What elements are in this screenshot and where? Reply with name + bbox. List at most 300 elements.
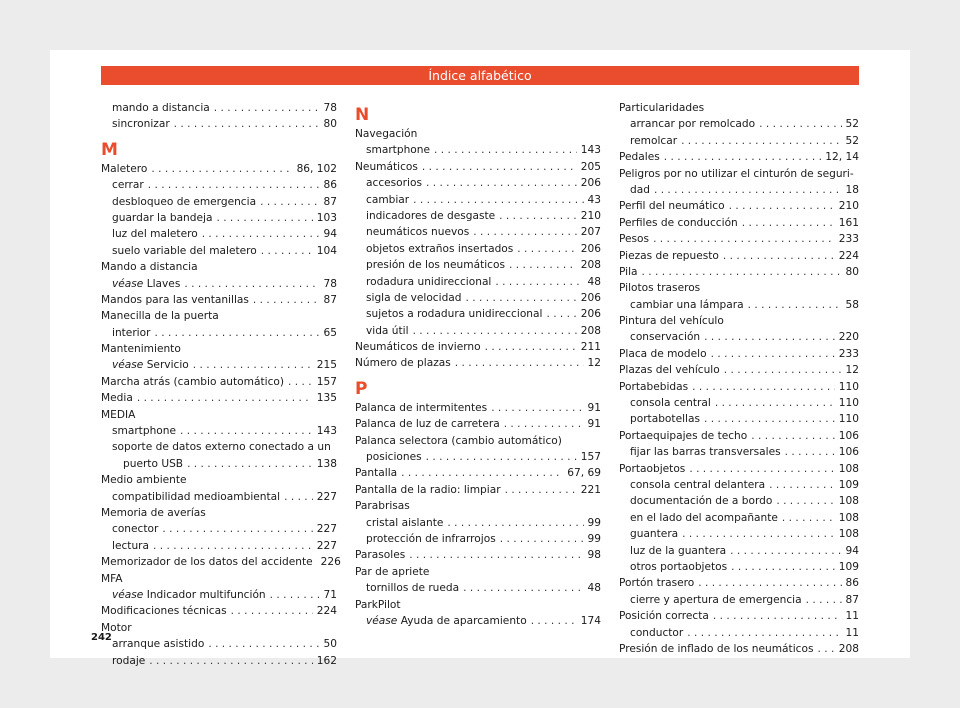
- entry-pages: 108: [838, 528, 859, 541]
- entry-pages: 104: [316, 244, 337, 257]
- entry-term: otros portaobjetos: [630, 560, 728, 573]
- index-heading: Par de apriete: [355, 565, 430, 578]
- index-heading: Peligros por no utilizar el cinturón de seguri-: [619, 167, 854, 180]
- entry-term: Palanca de intermitentes: [355, 401, 488, 414]
- dot-leader: [715, 395, 835, 411]
- entry-term: cerrar: [112, 179, 144, 192]
- entry-pages: 67, 69: [567, 467, 601, 480]
- section-letter-n: N: [355, 105, 370, 125]
- dot-leader: [782, 510, 835, 526]
- entry-term: Pantalla de la radio: limpiar: [355, 483, 501, 496]
- index-entry: [619, 411, 859, 427]
- entry-pages: 109: [838, 478, 859, 491]
- dot-leader: [713, 608, 842, 624]
- index-entry: [355, 515, 601, 531]
- entry-pages: 215: [316, 359, 337, 372]
- index-entry: [355, 531, 601, 547]
- index-entry: [619, 297, 859, 313]
- index-entry: [355, 241, 601, 257]
- dot-leader: [751, 428, 835, 444]
- entry-pages: 12: [845, 364, 859, 377]
- entry-term: [112, 587, 266, 603]
- dot-leader: [137, 390, 313, 406]
- entry-pages: 108: [838, 462, 859, 475]
- entry-pages: 87: [845, 593, 859, 606]
- index-heading: Mando a distancia: [101, 261, 198, 274]
- entry-term: Parasoles: [355, 549, 406, 562]
- index-column-3: [619, 100, 859, 657]
- entry-term: Marcha atrás (cambio automático): [101, 375, 285, 388]
- see-also-label: véase: [366, 614, 398, 627]
- dot-leader: [149, 653, 312, 669]
- dot-leader: [413, 192, 583, 208]
- index-entry: [101, 538, 337, 554]
- entry-term: accesorios: [366, 177, 422, 190]
- see-also-target: Llaves: [143, 277, 181, 290]
- dot-leader: [769, 477, 835, 493]
- entry-pages: 227: [316, 490, 337, 503]
- entry-pages: 43: [587, 193, 601, 206]
- dot-leader: [288, 374, 313, 390]
- entry-pages: 94: [845, 544, 859, 557]
- entry-pages: 86: [845, 577, 859, 590]
- entry-term: lectura: [112, 539, 150, 552]
- index-entry: [355, 175, 601, 191]
- index-heading: Memoria de averías: [101, 506, 206, 519]
- entry-pages: 224: [838, 249, 859, 262]
- entry-term: Pesos: [619, 233, 650, 246]
- entry-pages: 211: [580, 341, 601, 354]
- index-entry: [355, 547, 601, 563]
- entry-pages: 87: [323, 293, 337, 306]
- entry-pages: 108: [838, 511, 859, 524]
- index-entry: [619, 215, 859, 231]
- entry-term: conector: [112, 523, 159, 536]
- dot-leader: [180, 423, 313, 439]
- section-letter-p: P: [355, 378, 368, 399]
- entry-term: Pila: [619, 265, 638, 278]
- entry-pages: 80: [845, 265, 859, 278]
- entry-pages: 207: [580, 226, 601, 239]
- dot-leader: [184, 276, 319, 292]
- index-entry: [101, 554, 341, 570]
- index-entry: [619, 477, 859, 493]
- dot-leader: [193, 357, 313, 373]
- index-entry: [619, 231, 859, 247]
- index-heading: Manecilla de la puerta: [101, 310, 219, 323]
- see-also-target: Indicador multifunción: [143, 588, 266, 601]
- entry-term: objetos extraños insertados: [366, 242, 514, 255]
- dot-leader: [653, 231, 835, 247]
- entry-pages: 50: [323, 638, 337, 651]
- entry-pages: 138: [316, 457, 337, 470]
- index-subheading: soporte de datos externo conectado a un: [112, 441, 331, 454]
- index-entry: [355, 274, 601, 290]
- entry-pages: 91: [587, 401, 601, 414]
- entry-pages: 108: [838, 495, 859, 508]
- entry-term: mando a distancia: [112, 102, 210, 114]
- index-entry: [619, 362, 859, 378]
- dot-leader: [426, 175, 577, 191]
- dot-leader: [401, 465, 563, 481]
- index-entry: [619, 133, 859, 149]
- index-entry: [619, 149, 859, 165]
- dot-leader: [151, 161, 292, 177]
- entry-term: [112, 276, 180, 292]
- dot-leader: [785, 444, 835, 460]
- index-entry: [619, 198, 859, 214]
- index-heading: Medio ambiente: [101, 474, 187, 487]
- entry-pages: 233: [838, 347, 859, 360]
- dot-leader: [731, 559, 835, 575]
- dot-leader: [148, 177, 320, 193]
- dot-leader: [704, 411, 835, 427]
- index-entry: [355, 482, 601, 498]
- entry-pages: 94: [323, 228, 337, 241]
- entry-pages: 162: [316, 654, 337, 667]
- index-entry: [355, 416, 601, 432]
- entry-pages: 143: [316, 425, 337, 438]
- entry-pages: 48: [587, 582, 601, 595]
- index-entry: [619, 575, 859, 591]
- entry-pages: 103: [316, 211, 337, 224]
- index-entry: [355, 142, 601, 158]
- entry-term: Placa de modelo: [619, 347, 707, 360]
- index-entry: [619, 264, 859, 280]
- index-entry: [355, 323, 601, 339]
- dot-leader: [546, 306, 576, 322]
- dot-leader: [729, 198, 835, 214]
- dot-leader: [422, 159, 577, 175]
- entry-term: presión de los neumáticos: [366, 259, 505, 272]
- entry-term: posiciones: [366, 451, 422, 464]
- entry-term: arranque asistido: [112, 638, 205, 651]
- index-heading: ParkPilot: [355, 598, 401, 611]
- index-entry: [619, 395, 859, 411]
- entry-pages: 99: [587, 532, 601, 545]
- dot-leader: [231, 603, 313, 619]
- index-heading: MFA: [101, 572, 123, 585]
- entry-pages: 206: [580, 291, 601, 304]
- entry-pages: 226: [320, 556, 341, 569]
- dot-leader: [704, 329, 835, 345]
- dot-leader: [491, 400, 583, 416]
- index-entry: [355, 257, 601, 273]
- dot-leader: [187, 456, 313, 472]
- dot-leader: [711, 346, 835, 362]
- dot-leader: [214, 100, 320, 116]
- index-entry: [101, 194, 337, 210]
- entry-term: Portón trasero: [619, 577, 695, 590]
- dot-leader: [463, 580, 583, 596]
- entry-pages: 106: [838, 446, 859, 459]
- dot-leader: [162, 521, 312, 537]
- dot-leader: [409, 547, 583, 563]
- index-entry: [619, 625, 859, 641]
- index-entry: [101, 116, 337, 132]
- entry-pages: 210: [838, 200, 859, 213]
- entry-pages: 135: [316, 392, 337, 405]
- dot-leader: [500, 531, 584, 547]
- dot-leader: [692, 379, 835, 395]
- entry-pages: 208: [580, 259, 601, 272]
- index-entry: [355, 580, 601, 596]
- section-letter-m: M: [101, 139, 118, 160]
- entry-pages: 205: [580, 160, 601, 173]
- entry-term: Presión de inflado de los neumáticos: [619, 642, 814, 655]
- index-column-1: [101, 100, 341, 669]
- entry-term: [366, 613, 527, 629]
- index-entry: [101, 210, 337, 226]
- dot-leader: [654, 182, 842, 198]
- dot-leader: [413, 323, 577, 339]
- entry-pages: 18: [845, 183, 859, 196]
- entry-pages: 11: [845, 610, 859, 623]
- index-entry: [101, 276, 337, 292]
- entry-term: luz de la guantera: [630, 544, 727, 557]
- entry-term: rodadura unidireccional: [366, 275, 492, 288]
- dot-leader: [759, 116, 841, 132]
- dot-leader: [216, 210, 312, 226]
- entry-term: arrancar por remolcado: [630, 118, 756, 131]
- entry-term: Maletero: [101, 162, 148, 175]
- index-entry: [619, 592, 859, 608]
- index-entry: [355, 465, 601, 481]
- dot-leader: [723, 248, 835, 264]
- dot-leader: [806, 592, 842, 608]
- entry-term: conductor: [630, 626, 684, 639]
- index-entry: [355, 192, 601, 208]
- entry-term: consola central: [630, 397, 711, 410]
- dot-leader: [485, 339, 577, 355]
- entry-pages: 143: [580, 144, 601, 157]
- entry-pages: 80: [323, 118, 337, 131]
- entry-term: puerto USB: [123, 457, 184, 470]
- dot-leader: [455, 355, 584, 371]
- entry-pages: 227: [316, 539, 337, 552]
- index-heading: Parabrisas: [355, 500, 410, 513]
- index-entry: [355, 339, 601, 355]
- dot-leader: [776, 493, 834, 509]
- entry-term: guardar la bandeja: [112, 211, 213, 224]
- entry-pages: 65: [323, 326, 337, 339]
- index-entry: [101, 177, 337, 193]
- dot-leader: [509, 257, 577, 273]
- index-entry: [101, 325, 337, 341]
- entry-pages: 174: [580, 614, 601, 627]
- dot-leader: [473, 224, 577, 240]
- index-heading: Motor: [101, 621, 132, 634]
- entry-term: Neumáticos: [355, 160, 418, 173]
- entry-pages: 221: [580, 483, 601, 496]
- page-header-banner: Índice alfabético: [101, 66, 859, 85]
- index-entry: [101, 456, 337, 472]
- entry-term: [112, 357, 189, 373]
- entry-term: guantera: [630, 528, 679, 541]
- entry-pages: 78: [323, 277, 337, 290]
- dot-leader: [174, 116, 320, 132]
- index-entry: [619, 379, 859, 395]
- dot-leader: [426, 449, 577, 465]
- entry-pages: 86: [323, 179, 337, 192]
- index-entry: [619, 428, 859, 444]
- entry-pages: 206: [580, 242, 601, 255]
- entry-term: Neumáticos de invierno: [355, 341, 481, 354]
- see-also-label: véase: [112, 588, 144, 601]
- index-entry: [101, 243, 337, 259]
- entry-pages: 109: [838, 560, 859, 573]
- index-entry: [355, 400, 601, 416]
- entry-pages: 11: [845, 626, 859, 639]
- entry-term: Portaobjetos: [619, 462, 686, 475]
- dot-leader: [687, 625, 841, 641]
- entry-term: protección de infrarrojos: [366, 532, 496, 545]
- dot-leader: [253, 292, 320, 308]
- index-entry: [101, 653, 337, 669]
- entry-pages: 157: [580, 451, 601, 464]
- index-heading: Palanca selectora (cambio automático): [355, 434, 562, 447]
- dot-leader: [260, 194, 319, 210]
- dot-leader: [730, 543, 841, 559]
- entry-term: Mandos para las ventanillas: [101, 293, 249, 306]
- entry-term: Perfiles de conducción: [619, 216, 738, 229]
- dot-leader: [682, 526, 835, 542]
- entry-term: tornillos de rueda: [366, 582, 460, 595]
- entry-term: sigla de velocidad: [366, 291, 462, 304]
- entry-term: fijar las barras transversales: [630, 446, 781, 459]
- see-also-target: Servicio: [143, 359, 189, 372]
- entry-term: Número de plazas: [355, 357, 451, 370]
- entry-pages: 12, 14: [825, 151, 859, 164]
- dot-leader: [505, 482, 577, 498]
- entry-term: neumáticos nuevos: [366, 226, 470, 239]
- index-entry: [101, 587, 337, 603]
- index-entry: [619, 608, 859, 624]
- dot-leader: [531, 613, 577, 629]
- index-entry: [619, 461, 859, 477]
- entry-term: portabotellas: [630, 413, 700, 426]
- index-heading: Navegación: [355, 128, 418, 140]
- index-entry: [355, 449, 601, 465]
- entry-term: rodaje: [112, 654, 146, 667]
- entry-pages: 206: [580, 308, 601, 321]
- entry-term: smartphone: [366, 144, 430, 157]
- entry-pages: 86, 102: [296, 162, 337, 175]
- entry-pages: 106: [838, 429, 859, 442]
- index-entry: [619, 493, 859, 509]
- entry-term: compatibilidad medioambiental: [112, 490, 281, 503]
- dot-leader: [495, 274, 583, 290]
- entry-pages: 110: [838, 397, 859, 410]
- entry-term: Memorizador de los datos del accidente: [101, 556, 313, 569]
- dot-leader: [208, 636, 319, 652]
- index-entry: [619, 543, 859, 559]
- entry-pages: 157: [316, 375, 337, 388]
- entry-pages: 161: [838, 216, 859, 229]
- entry-pages: 110: [838, 413, 859, 426]
- dot-leader: [742, 215, 835, 231]
- index-heading: Pilotos traseros: [619, 282, 701, 295]
- entry-pages: 227: [316, 523, 337, 536]
- entry-pages: 210: [580, 209, 601, 222]
- entry-term: conservación: [630, 331, 701, 344]
- entry-pages: 233: [838, 233, 859, 246]
- entry-pages: 91: [587, 418, 601, 431]
- entry-term: cambiar una lámpara: [630, 298, 744, 311]
- index-entry: [101, 636, 337, 652]
- entry-term: Piezas de repuesto: [619, 249, 719, 262]
- dot-leader: [284, 489, 313, 505]
- entry-pages: 58: [845, 298, 859, 311]
- entry-pages: 110: [838, 380, 859, 393]
- dot-leader: [447, 515, 583, 531]
- entry-term: dad: [630, 183, 650, 196]
- index-heading: MEDIA: [101, 408, 136, 421]
- index-entry: [101, 521, 337, 537]
- entry-term: en el lado del acompañante: [630, 511, 778, 524]
- entry-term: cambiar: [366, 193, 410, 206]
- entry-term: Modificaciones técnicas: [101, 605, 227, 618]
- entry-term: documentación de a bordo: [630, 495, 773, 508]
- index-entry: [101, 374, 337, 390]
- dot-leader: [724, 362, 842, 378]
- see-also-label: véase: [112, 277, 144, 290]
- dot-leader: [817, 641, 834, 657]
- index-entry: [619, 182, 859, 198]
- entry-term: consola central delantera: [630, 478, 766, 491]
- index-entry: [101, 226, 337, 242]
- index-entry: [355, 306, 601, 322]
- entry-pages: 78: [323, 102, 337, 114]
- dot-leader: [153, 538, 313, 554]
- index-entry: [619, 116, 859, 132]
- index-entry: [619, 444, 859, 460]
- index-entry: [101, 489, 337, 505]
- index-entry: [101, 100, 337, 116]
- entry-term: Perfil del neumático: [619, 200, 725, 213]
- index-heading: Mantenimiento: [101, 343, 181, 356]
- entry-term: luz del maletero: [112, 228, 198, 241]
- entry-pages: 71: [323, 588, 337, 601]
- entry-term: cristal aislante: [366, 516, 444, 529]
- index-heading: Particularidades: [619, 102, 705, 114]
- entry-pages: 87: [323, 195, 337, 208]
- dot-leader: [261, 243, 313, 259]
- index-entry: [355, 208, 601, 224]
- index-entry: [619, 526, 859, 542]
- entry-term: indicadores de desgaste: [366, 209, 496, 222]
- entry-term: sujetos a rodadura unidireccional: [366, 308, 543, 321]
- entry-term: vida útil: [366, 324, 409, 337]
- see-also-label: véase: [112, 359, 144, 372]
- entry-term: Pantalla: [355, 467, 398, 480]
- index-entry: [101, 161, 337, 177]
- index-entry: [355, 613, 601, 629]
- entry-term: desbloqueo de emergencia: [112, 195, 257, 208]
- entry-pages: 98: [587, 549, 601, 562]
- entry-term: Portabebidas: [619, 380, 689, 393]
- entry-term: Portaequipajes de techo: [619, 429, 748, 442]
- entry-pages: 52: [845, 134, 859, 147]
- dot-leader: [202, 226, 320, 242]
- entry-term: Media: [101, 392, 133, 405]
- entry-pages: 52: [845, 118, 859, 131]
- index-entry: [619, 510, 859, 526]
- dot-leader: [154, 325, 319, 341]
- index-entry: [101, 390, 337, 406]
- dot-leader: [504, 416, 584, 432]
- dot-leader: [664, 149, 822, 165]
